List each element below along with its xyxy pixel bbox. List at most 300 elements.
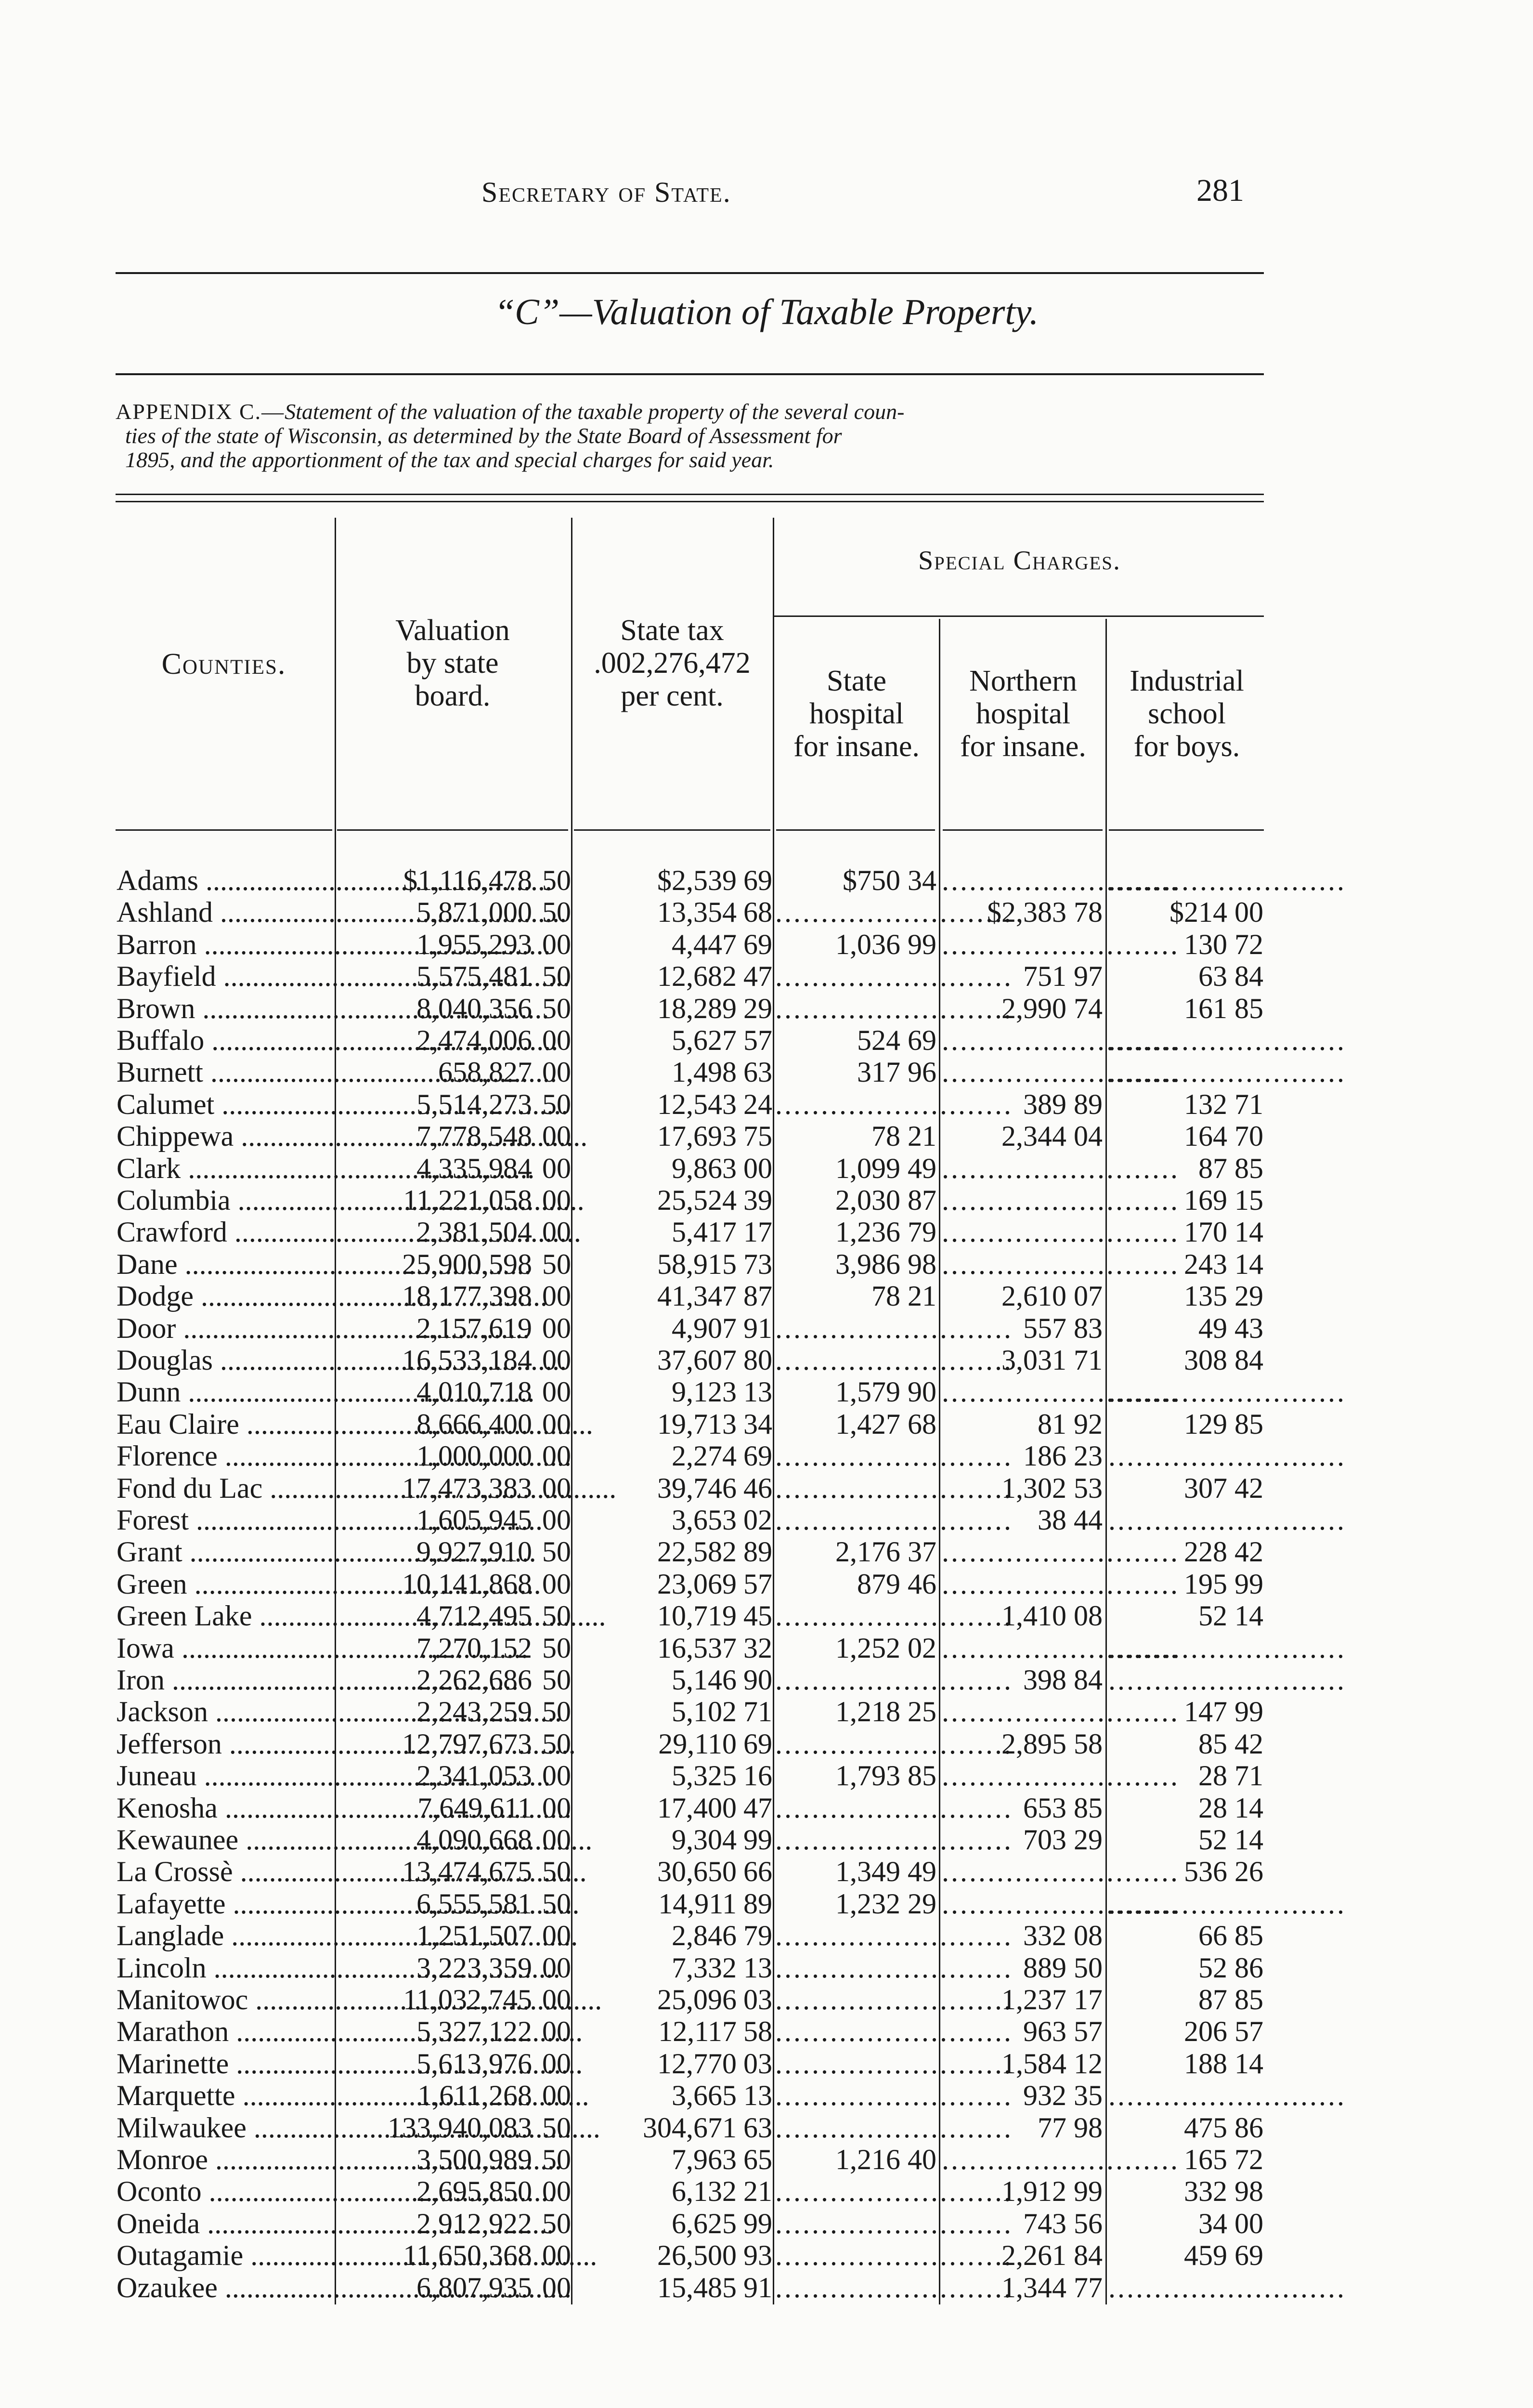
valuation-value: 2,381,504 bbox=[416, 1216, 532, 1248]
state-tax-value: 7,332 bbox=[672, 1951, 737, 1984]
valuation-value: 3,500,989 bbox=[416, 2144, 532, 2175]
valuation-cents: 00 bbox=[542, 1824, 571, 1856]
valuation-cents: 50 bbox=[542, 1248, 571, 1280]
state-tax-cents: 21 bbox=[743, 2175, 772, 2208]
northern-hospital-charge: 332 08 bbox=[1023, 1920, 1103, 1952]
table-row bbox=[0, 1696, 1533, 1727]
industrial-school-charge: 165 72 bbox=[1184, 2144, 1263, 2175]
table-row bbox=[0, 1504, 1533, 1536]
county-name: Buffalo ..... bbox=[117, 1024, 333, 1056]
state-tax-cents: 32 bbox=[743, 1632, 772, 1664]
state-tax-value: 2,274 bbox=[672, 1440, 737, 1472]
appendix-lead: APPENDIX C.— bbox=[116, 399, 285, 424]
valuation-value: 2,262,686 bbox=[416, 1664, 532, 1696]
col-state-hospital: State hospital for insane. bbox=[793, 665, 920, 763]
state-hospital-charge: 2,030 87 bbox=[835, 1184, 936, 1216]
county-name: Burnett ..... bbox=[117, 1056, 333, 1088]
valuation-value: 8,040,356 bbox=[416, 992, 532, 1024]
county-name: Dodge ..... bbox=[117, 1280, 333, 1312]
table-row bbox=[0, 2175, 1533, 2207]
valuation-cents: 00 bbox=[542, 928, 571, 960]
state-hospital-charge-blank: .......................... bbox=[775, 2207, 1013, 2239]
northern-hospital-charge-blank: .......................... bbox=[942, 1760, 1180, 1792]
valuation-cents: 00 bbox=[542, 1056, 571, 1088]
header-bottom-rule-1 bbox=[116, 829, 332, 831]
industrial-school-charge: 87 85 bbox=[1198, 1152, 1263, 1184]
table-row bbox=[0, 1280, 1533, 1312]
northern-hospital-charge-blank: .......................... bbox=[942, 2144, 1180, 2175]
state-tax-value: 304,671 bbox=[643, 2111, 737, 2144]
state-tax-cents: 63 bbox=[743, 1056, 772, 1088]
valuation-cents: 00 bbox=[542, 1152, 571, 1184]
valuation-value: 17,473,383 bbox=[402, 1472, 532, 1504]
northern-hospital-charge: 77 98 bbox=[1038, 2111, 1103, 2144]
industrial-school-charge: 85 42 bbox=[1198, 1727, 1263, 1760]
valuation-cents: 00 bbox=[542, 1440, 571, 1472]
industrial-school-charge: 130 72 bbox=[1184, 928, 1263, 960]
northern-hospital-charge-blank: .......................... bbox=[942, 1056, 1180, 1088]
state-tax-value: 6,625 bbox=[672, 2207, 737, 2239]
valuation-cents: 00 bbox=[542, 1312, 571, 1344]
valuation-value: 7,270,152 bbox=[416, 1632, 532, 1664]
valuation-cents: 50 bbox=[542, 1632, 571, 1664]
state-hospital-charge-blank: .......................... bbox=[775, 1504, 1013, 1536]
county-name: Ashland ..... bbox=[117, 896, 333, 928]
northern-hospital-charge-blank: .......................... bbox=[942, 1696, 1180, 1728]
state-hospital-charge-blank: .......................... bbox=[775, 1951, 1013, 1984]
northern-hospital-charge-blank: .......................... bbox=[942, 1152, 1180, 1184]
table-row bbox=[0, 1216, 1533, 1248]
valuation-value: 133,940,083 bbox=[388, 2111, 532, 2144]
state-hospital-charge-blank: .......................... bbox=[775, 1440, 1013, 1472]
valuation-cents: 50 bbox=[542, 1600, 571, 1632]
state-hospital-charge: 78 21 bbox=[871, 1280, 936, 1312]
northern-hospital-charge-blank: .......................... bbox=[942, 1024, 1180, 1056]
state-hospital-charge-blank: .......................... bbox=[775, 1088, 1013, 1120]
industrial-school-charge-blank: .......................... bbox=[1108, 1664, 1346, 1696]
county-name: Green Lake ..... bbox=[117, 1600, 333, 1632]
county-name: Forest ..... bbox=[117, 1504, 333, 1536]
county-name: Manitowoc ..... bbox=[117, 1984, 333, 2015]
state-hospital-charge: 1,099 49 bbox=[835, 1152, 936, 1184]
state-tax-value: 1,498 bbox=[672, 1056, 737, 1088]
state-hospital-charge-blank: .......................... bbox=[775, 1920, 1013, 1952]
valuation-cents: 50 bbox=[542, 960, 571, 993]
industrial-school-charge-blank: .......................... bbox=[1108, 1632, 1346, 1664]
valuation-cents: 50 bbox=[542, 1887, 571, 1920]
state-tax-cents: 91 bbox=[743, 1312, 772, 1344]
northern-hospital-charge: 932 35 bbox=[1023, 2080, 1103, 2112]
northern-hospital-charge: 889 50 bbox=[1023, 1951, 1103, 1984]
table-row bbox=[0, 1344, 1533, 1376]
state-tax-value: 4,907 bbox=[672, 1312, 737, 1344]
state-tax-value: $2,539 bbox=[657, 864, 737, 896]
northern-hospital-charge: 1,410 08 bbox=[1001, 1600, 1103, 1632]
valuation-value: 11,032,745 bbox=[403, 1984, 532, 2015]
valuation-value: 1,251,507 bbox=[416, 1920, 532, 1952]
state-tax-cents: 03 bbox=[743, 2047, 772, 2080]
state-tax-cents: 13 bbox=[743, 1376, 772, 1408]
valuation-value: 18,177,398 bbox=[402, 1280, 532, 1312]
state-tax-cents: 79 bbox=[743, 1920, 772, 1952]
industrial-school-charge: 135 29 bbox=[1184, 1280, 1263, 1312]
industrial-school-charge: 308 84 bbox=[1184, 1344, 1263, 1376]
county-name: Brown ..... bbox=[117, 993, 333, 1024]
state-tax-cents: 24 bbox=[743, 1088, 772, 1120]
valuation-value: 5,871,000 bbox=[416, 896, 532, 929]
col-industrial-school: Industrial school for boys. bbox=[1130, 665, 1244, 763]
northern-hospital-charge: 703 29 bbox=[1023, 1824, 1103, 1856]
valuation-value: 7,649,611 bbox=[417, 1792, 532, 1824]
state-tax-cents: 16 bbox=[743, 1760, 772, 1792]
state-tax-value: 12,543 bbox=[657, 1088, 737, 1120]
table-row bbox=[0, 1760, 1533, 1792]
state-tax-cents: 29 bbox=[743, 992, 772, 1024]
state-hospital-charge: $750 34 bbox=[843, 864, 936, 896]
industrial-school-charge: 459 69 bbox=[1184, 2239, 1263, 2272]
northern-hospital-charge: 2,610 07 bbox=[1001, 1280, 1103, 1312]
table-row bbox=[0, 960, 1533, 992]
valuation-cents: 00 bbox=[542, 1472, 571, 1504]
state-tax-value: 5,325 bbox=[672, 1760, 737, 1792]
northern-hospital-charge: 81 92 bbox=[1038, 1408, 1103, 1440]
county-name: Monroe ..... bbox=[117, 2144, 333, 2175]
county-name: Columbia ..... bbox=[117, 1184, 333, 1216]
state-tax-value: 4,447 bbox=[672, 928, 737, 960]
table-row bbox=[0, 1440, 1533, 1472]
state-tax-cents: 58 bbox=[743, 2015, 772, 2048]
valuation-cents: 00 bbox=[542, 1760, 571, 1792]
state-hospital-charge-blank: .......................... bbox=[775, 2271, 1013, 2303]
industrial-school-charge: 206 57 bbox=[1184, 2015, 1263, 2048]
state-hospital-charge: 879 46 bbox=[857, 1568, 936, 1600]
state-hospital-charge-blank: .......................... bbox=[775, 2015, 1013, 2048]
state-tax-value: 7,963 bbox=[672, 2144, 737, 2175]
table-row bbox=[0, 2144, 1533, 2175]
valuation-cents: 00 bbox=[542, 1504, 571, 1536]
state-tax-value: 3,665 bbox=[672, 2080, 737, 2112]
running-header-title: Secretary of State. bbox=[481, 176, 731, 208]
state-tax-cents: 46 bbox=[743, 1472, 772, 1504]
county-name: Green ..... bbox=[117, 1568, 333, 1600]
state-tax-value: 2,846 bbox=[672, 1920, 737, 1952]
county-name: Langlade ..... bbox=[117, 1920, 333, 1951]
state-tax-cents: 99 bbox=[743, 2207, 772, 2239]
valuation-value: 4,335,984 bbox=[416, 1152, 532, 1184]
valuation-cents: 00 bbox=[542, 1951, 571, 1984]
state-tax-cents: 13 bbox=[743, 2080, 772, 2112]
state-tax-value: 5,627 bbox=[672, 1024, 737, 1056]
industrial-school-charge: 169 15 bbox=[1184, 1184, 1263, 1216]
state-hospital-charge: 1,349 49 bbox=[835, 1856, 936, 1888]
state-tax-value: 9,304 bbox=[672, 1824, 737, 1856]
valuation-cents: 00 bbox=[542, 1568, 571, 1600]
northern-hospital-charge: 186 23 bbox=[1023, 1440, 1103, 1472]
valuation-value: 2,243,259 bbox=[416, 1696, 532, 1728]
state-tax-cents: 99 bbox=[743, 1824, 772, 1856]
state-hospital-charge-blank: .......................... bbox=[775, 1344, 1013, 1376]
northern-hospital-charge-blank: .......................... bbox=[942, 1248, 1180, 1280]
northern-hospital-charge: 3,031 71 bbox=[1001, 1344, 1103, 1376]
appendix-line-2: ties of the state of Wisconsin, as determined by the State Board of Assessment for bbox=[125, 423, 842, 448]
table-row bbox=[0, 2208, 1533, 2239]
valuation-value: 16,533,184 bbox=[402, 1344, 532, 1376]
state-hospital-charge: 1,036 99 bbox=[835, 928, 936, 960]
valuation-cents: 00 bbox=[542, 1216, 571, 1248]
county-name: Oconto ..... bbox=[117, 2175, 333, 2207]
valuation-value: 25,900,598 bbox=[402, 1248, 532, 1280]
county-name: Fond du Lac ..... bbox=[117, 1472, 333, 1504]
valuation-value: 5,514,273 bbox=[416, 1088, 532, 1120]
county-name: Lincoln ..... bbox=[117, 1952, 333, 1984]
industrial-school-charge-blank: .......................... bbox=[1108, 1056, 1346, 1088]
state-hospital-charge-blank: .......................... bbox=[775, 2239, 1013, 2272]
valuation-value: 2,695,850 bbox=[416, 2175, 532, 2208]
state-tax-cents: 68 bbox=[743, 896, 772, 929]
state-hospital-charge: 317 96 bbox=[857, 1056, 936, 1088]
state-tax-cents: 69 bbox=[743, 864, 772, 896]
industrial-school-charge: 147 99 bbox=[1184, 1696, 1263, 1728]
county-name: Door ..... bbox=[117, 1312, 333, 1344]
valuation-cents: 50 bbox=[542, 2111, 571, 2144]
state-tax-cents: 13 bbox=[743, 1951, 772, 1984]
industrial-school-charge: 66 85 bbox=[1198, 1920, 1263, 1952]
header-rule bbox=[116, 272, 1264, 274]
state-tax-cents: 75 bbox=[743, 1120, 772, 1152]
valuation-cents: 00 bbox=[542, 1024, 571, 1056]
state-hospital-charge: 1,232 29 bbox=[835, 1887, 936, 1920]
valuation-cents: 50 bbox=[542, 2144, 571, 2175]
industrial-school-charge-blank: .......................... bbox=[1108, 1504, 1346, 1536]
valuation-cents: 00 bbox=[542, 2080, 571, 2112]
county-name: Oneida ..... bbox=[117, 2208, 333, 2239]
valuation-value: 2,474,006 bbox=[416, 1024, 532, 1056]
northern-hospital-charge: 653 85 bbox=[1023, 1792, 1103, 1824]
state-hospital-charge: 1,216 40 bbox=[835, 2144, 936, 2175]
state-tax-value: 15,485 bbox=[657, 2271, 737, 2303]
county-name: Marquette ..... bbox=[117, 2080, 333, 2111]
valuation-value: 9,927,910 bbox=[416, 1536, 532, 1568]
header-bottom-rule-3 bbox=[574, 829, 770, 831]
table-row bbox=[0, 896, 1533, 928]
state-tax-cents: 93 bbox=[743, 2239, 772, 2272]
state-tax-value: 41,347 bbox=[657, 1280, 737, 1312]
northern-hospital-charge: 398 84 bbox=[1023, 1664, 1103, 1696]
state-hospital-charge: 1,793 85 bbox=[835, 1760, 936, 1792]
northern-hospital-charge: 557 83 bbox=[1023, 1312, 1103, 1344]
industrial-school-charge: 195 99 bbox=[1184, 1568, 1263, 1600]
state-tax-value: 6,132 bbox=[672, 2175, 737, 2208]
state-tax-value: 14,911 bbox=[658, 1887, 737, 1920]
northern-hospital-charge: $2,383 78 bbox=[987, 896, 1103, 929]
state-tax-value: 58,915 bbox=[657, 1248, 737, 1280]
county-name: Juneau ..... bbox=[117, 1760, 333, 1792]
appendix-line-3: 1895, and the apportionment of the tax and special charges for said year. bbox=[125, 447, 774, 472]
section-caption: “C”—Valuation of Taxable Property. bbox=[494, 292, 1039, 332]
northern-hospital-charge: 2,990 74 bbox=[1001, 992, 1103, 1024]
valuation-value: 6,555,581 bbox=[416, 1887, 532, 1920]
county-name: Bayfield ..... bbox=[117, 960, 333, 992]
page-number: 281 bbox=[1196, 173, 1244, 208]
state-tax-value: 30,650 bbox=[657, 1856, 737, 1888]
caption-rule bbox=[116, 373, 1264, 375]
industrial-school-charge: 34 00 bbox=[1198, 2207, 1263, 2239]
state-hospital-charge-blank: .......................... bbox=[775, 1727, 1013, 1760]
industrial-school-charge-blank: .......................... bbox=[1108, 1887, 1346, 1920]
state-tax-value: 25,096 bbox=[657, 1984, 737, 2015]
industrial-school-charge-blank: .......................... bbox=[1108, 2080, 1346, 2112]
appendix-statement bbox=[116, 400, 1261, 472]
valuation-cents: 50 bbox=[542, 1088, 571, 1120]
state-tax-cents: 69 bbox=[743, 928, 772, 960]
state-tax-cents: 91 bbox=[743, 2271, 772, 2303]
industrial-school-charge: 188 14 bbox=[1184, 2047, 1263, 2080]
state-hospital-charge-blank: .......................... bbox=[775, 2111, 1013, 2144]
table-row bbox=[0, 2112, 1533, 2144]
county-name: Kenosha ..... bbox=[117, 1792, 333, 1824]
northern-hospital-charge: 1,584 12 bbox=[1001, 2047, 1103, 2080]
northern-hospital-charge: 38 44 bbox=[1038, 1504, 1103, 1536]
state-tax-value: 9,863 bbox=[672, 1152, 737, 1184]
table-row bbox=[0, 1024, 1533, 1056]
county-name: Iowa ..... bbox=[117, 1632, 333, 1664]
industrial-school-charge: 243 14 bbox=[1184, 1248, 1263, 1280]
county-name: Calumet ..... bbox=[117, 1088, 333, 1120]
valuation-cents: 00 bbox=[542, 1984, 571, 2015]
state-hospital-charge-blank: .......................... bbox=[775, 960, 1013, 993]
valuation-cents: 50 bbox=[542, 1727, 571, 1760]
table-row bbox=[0, 1632, 1533, 1664]
state-tax-cents: 63 bbox=[743, 2111, 772, 2144]
valuation-cents: 00 bbox=[542, 1184, 571, 1216]
table-row bbox=[0, 929, 1533, 960]
northern-hospital-charge-blank: .......................... bbox=[942, 1376, 1180, 1408]
state-hospital-charge: 78 21 bbox=[871, 1120, 936, 1152]
state-tax-value: 9,123 bbox=[672, 1376, 737, 1408]
valuation-cents: 00 bbox=[542, 2015, 571, 2048]
state-tax-cents: 73 bbox=[743, 1248, 772, 1280]
county-name: Kewaunee ..... bbox=[117, 1824, 333, 1856]
state-tax-cents: 34 bbox=[743, 1408, 772, 1440]
state-tax-value: 12,682 bbox=[657, 960, 737, 993]
table-row bbox=[0, 1120, 1533, 1152]
valuation-value: 8,666,400 bbox=[416, 1408, 532, 1440]
northern-hospital-charge-blank: .......................... bbox=[942, 928, 1180, 960]
state-tax-cents: 69 bbox=[743, 1727, 772, 1760]
county-name: Chippewa ..... bbox=[117, 1120, 333, 1152]
table-row bbox=[0, 1152, 1533, 1184]
table-row bbox=[0, 1664, 1533, 1696]
valuation-cents: 00 bbox=[542, 2047, 571, 2080]
northern-hospital-charge: 743 56 bbox=[1023, 2207, 1103, 2239]
state-tax-cents: 65 bbox=[743, 2144, 772, 2175]
state-hospital-charge: 1,236 79 bbox=[835, 1216, 936, 1248]
state-tax-cents: 89 bbox=[743, 1887, 772, 1920]
northern-hospital-charge-blank: .......................... bbox=[942, 1216, 1180, 1248]
state-hospital-charge: 3,986 98 bbox=[835, 1248, 936, 1280]
county-name: Lafayette ..... bbox=[117, 1888, 333, 1920]
state-hospital-charge-blank: .......................... bbox=[775, 1600, 1013, 1632]
table-row bbox=[0, 1984, 1533, 2015]
table-row bbox=[0, 1536, 1533, 1568]
valuation-value: 10,141,868 bbox=[402, 1568, 532, 1600]
header-bottom-rule-2 bbox=[337, 829, 568, 831]
industrial-school-charge-blank: .......................... bbox=[1108, 2271, 1346, 2303]
col-valuation: Valuation by state board. bbox=[395, 614, 510, 712]
table-row bbox=[0, 1088, 1533, 1120]
industrial-school-charge: 132 71 bbox=[1184, 1088, 1263, 1120]
valuation-cents: 50 bbox=[542, 1856, 571, 1888]
state-tax-value: 13,354 bbox=[657, 896, 737, 929]
state-tax-value: 29,110 bbox=[658, 1727, 737, 1760]
state-tax-cents: 80 bbox=[743, 1344, 772, 1376]
state-hospital-charge-blank: .......................... bbox=[775, 992, 1013, 1024]
state-tax-cents: 03 bbox=[743, 1984, 772, 2015]
northern-hospital-charge: 1,302 53 bbox=[1001, 1472, 1103, 1504]
state-tax-value: 17,693 bbox=[657, 1120, 737, 1152]
industrial-school-charge: 332 98 bbox=[1184, 2175, 1263, 2208]
county-name: Jefferson ..... bbox=[117, 1728, 333, 1760]
valuation-value: 5,327,122 bbox=[416, 2015, 532, 2048]
state-hospital-charge-blank: .......................... bbox=[775, 1792, 1013, 1824]
state-hospital-charge-blank: .......................... bbox=[775, 2047, 1013, 2080]
valuation-cents: 50 bbox=[542, 1536, 571, 1568]
industrial-school-charge: 307 42 bbox=[1184, 1472, 1263, 1504]
state-tax-cents: 57 bbox=[743, 1024, 772, 1056]
valuation-value: 658,827 bbox=[438, 1056, 532, 1088]
table-top-rule-2 bbox=[116, 501, 1264, 502]
state-hospital-charge: 1,427 68 bbox=[835, 1408, 936, 1440]
valuation-value: 3,223,359 bbox=[416, 1951, 532, 1984]
table-row bbox=[0, 2015, 1533, 2047]
valuation-cents: 00 bbox=[542, 2239, 571, 2272]
state-hospital-charge-blank: .......................... bbox=[775, 1824, 1013, 1856]
valuation-value: 7,778,548 bbox=[416, 1120, 532, 1152]
county-name: Outagamie ..... bbox=[117, 2239, 333, 2271]
table-row bbox=[0, 1056, 1533, 1088]
state-tax-cents: 89 bbox=[743, 1536, 772, 1568]
valuation-value: 1,605,945 bbox=[416, 1504, 532, 1536]
state-tax-value: 12,117 bbox=[658, 2015, 737, 2048]
state-tax-value: 10,719 bbox=[657, 1600, 737, 1632]
county-name: Dane ..... bbox=[117, 1248, 333, 1280]
industrial-school-charge: 536 26 bbox=[1184, 1856, 1263, 1888]
valuation-value: 4,090,668 bbox=[416, 1824, 532, 1856]
state-hospital-charge: 524 69 bbox=[857, 1024, 936, 1056]
valuation-cents: 50 bbox=[542, 2207, 571, 2239]
industrial-school-charge-blank: .......................... bbox=[1108, 1440, 1346, 1472]
northern-hospital-charge: 751 97 bbox=[1023, 960, 1103, 993]
industrial-school-charge: 28 71 bbox=[1198, 1760, 1263, 1792]
county-name: Grant ..... bbox=[117, 1536, 333, 1568]
table-row bbox=[0, 2272, 1533, 2303]
industrial-school-charge: 170 14 bbox=[1184, 1216, 1263, 1248]
valuation-value: 6,807,935 bbox=[416, 2271, 532, 2303]
table-row bbox=[0, 1312, 1533, 1344]
state-tax-cents: 02 bbox=[743, 1504, 772, 1536]
valuation-cents: 00 bbox=[542, 1376, 571, 1408]
state-tax-cents: 57 bbox=[743, 1568, 772, 1600]
state-tax-cents: 45 bbox=[743, 1600, 772, 1632]
valuation-cents: 00 bbox=[542, 1120, 571, 1152]
valuation-cents: 50 bbox=[542, 1696, 571, 1728]
state-tax-value: 12,770 bbox=[657, 2047, 737, 2080]
industrial-school-charge: 52 14 bbox=[1198, 1600, 1263, 1632]
state-tax-cents: 66 bbox=[743, 1856, 772, 1888]
valuation-cents: 00 bbox=[542, 2175, 571, 2208]
industrial-school-charge: 161 85 bbox=[1184, 992, 1263, 1024]
valuation-cents: 50 bbox=[542, 992, 571, 1024]
